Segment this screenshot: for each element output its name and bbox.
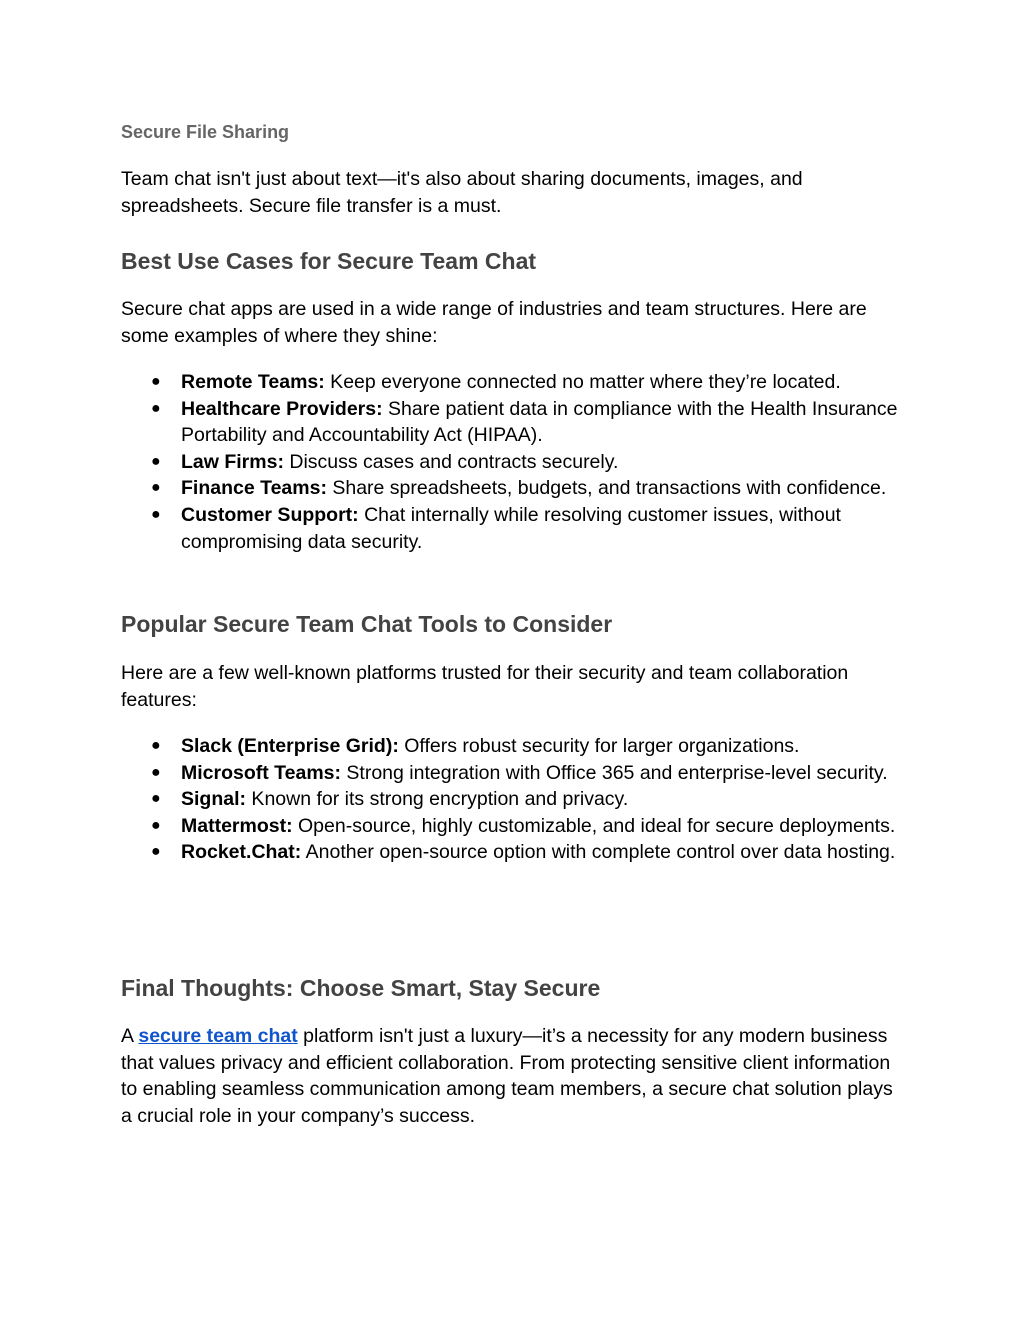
file-sharing-paragraph: Team chat isn't just about text—it's also about sharing documents, images, and spreadsheets. Secure file transfer is a must. — [121, 168, 803, 217]
list-item-text: Discuss cases and contracts securely. — [283, 450, 619, 473]
section-heading-file-sharing: Secure File Sharing — [121, 122, 290, 142]
list-item — [121, 449, 901, 476]
list-item-term: Rocket.Chat: — [181, 841, 302, 864]
list-item-term: Customer Support: — [181, 503, 359, 526]
bullet-icon: ● — [151, 816, 161, 834]
list-item-text: Chat internally while resolving customer issues, without compromising data security. — [181, 503, 841, 553]
list-item-text: Strong integration with Office 365 and enterprise-level security. — [341, 761, 888, 784]
section-heading-final-thoughts: Final Thoughts: Choose Smart, Stay Secure — [121, 975, 601, 1001]
list-item-text: Another open-source option with complete control over data hosting. — [301, 841, 896, 864]
list-item — [121, 839, 901, 866]
list-item-term: Microsoft Teams: — [181, 761, 341, 784]
list-item-text: Offers robust security for larger organizations. — [398, 735, 800, 757]
bullet-icon: ● — [151, 505, 161, 523]
list-item-term: Healthcare Providers: — [181, 397, 383, 420]
list-item — [121, 396, 901, 449]
list-item-term: Slack (Enterprise Grid): — [181, 735, 399, 757]
list-item-term: Finance Teams: — [181, 477, 327, 500]
list-item — [121, 813, 901, 840]
bullet-icon: ● — [151, 479, 161, 497]
list-item-text: Share patient data in compliance with the Health Insurance Portability and Accountability Act (HIPAA). — [181, 397, 898, 447]
list-item — [121, 733, 901, 760]
list-item-text: Open-source, highly customizable, and ideal for secure deployments. — [292, 814, 896, 837]
section-heading-use-cases: Best Use Cases for Secure Team Chat — [121, 248, 537, 274]
list-item — [121, 760, 901, 787]
bullet-icon: ● — [151, 399, 161, 417]
final-para-prefix: A — [121, 1025, 139, 1047]
use-cases-intro: Secure chat apps are used in a wide range of industries and team structures. Here are some examples of where they shine: — [121, 298, 867, 347]
bullet-icon: ● — [151, 763, 161, 781]
tools-list — [121, 733, 901, 866]
bullet-icon: ● — [151, 843, 161, 861]
section-heading-tools: Popular Secure Team Chat Tools to Consider — [121, 611, 613, 637]
list-item — [121, 369, 901, 396]
use-cases-list — [121, 369, 901, 555]
bullet-icon: ● — [151, 373, 161, 390]
list-item-term: Signal: — [181, 788, 247, 811]
tools-intro: Here are a few well-known platforms trusted for their security and team collaboration features: — [121, 662, 849, 711]
final-thoughts-paragraph — [121, 1023, 901, 1129]
list-item-term: Law Firms: — [181, 450, 284, 473]
bullet-icon: ● — [151, 737, 161, 754]
list-item-text: Known for its strong encryption and privacy. — [246, 788, 629, 811]
final-para-rest: platform isn't just a luxury—it’s a necessity for any modern business that values privacy and efficient collaboration. From protecting sensitive client information to enabling seamless communication among team members, a secure chat solution plays a crucial role in your company’s success. — [121, 1025, 893, 1127]
list-item-text: Keep everyone connected no matter where they’re located. — [324, 371, 841, 393]
list-item — [121, 475, 901, 502]
list-item-text: Share spreadsheets, budgets, and transactions with confidence. — [326, 477, 887, 500]
bullet-icon: ● — [151, 452, 161, 470]
list-item — [121, 502, 901, 555]
list-item-term: Remote Teams: — [181, 371, 325, 393]
secure-team-chat-link[interactable]: secure team chat — [138, 1025, 298, 1047]
bullet-icon: ● — [151, 790, 161, 808]
list-item — [121, 786, 901, 813]
list-item-term: Mattermost: — [181, 814, 293, 837]
